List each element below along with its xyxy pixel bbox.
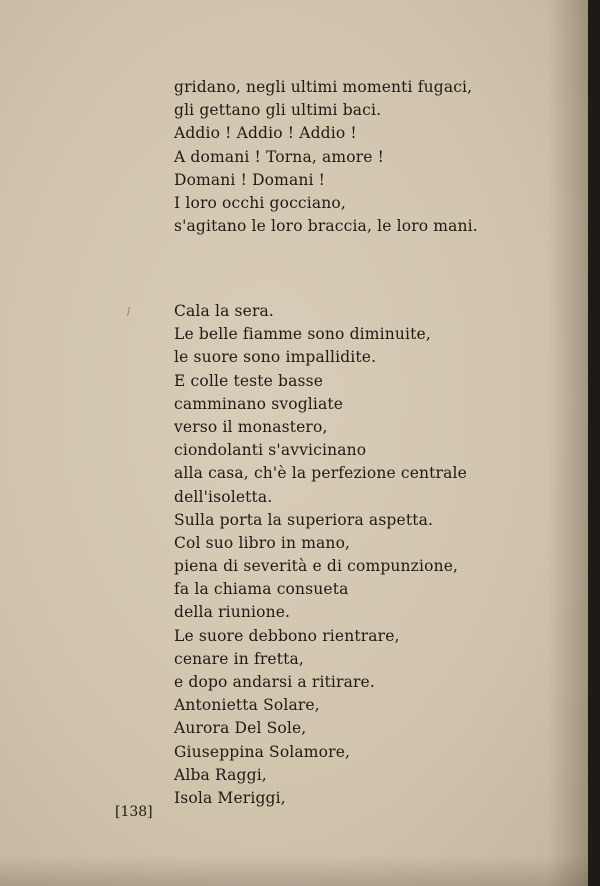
page-number: [138] [115, 804, 153, 820]
pencil-margin-mark [127, 307, 130, 316]
poem-line: Le belle fiamme sono diminuite, [174, 325, 431, 344]
poem-line: gridano, negli ultimi momenti fugaci, [174, 78, 473, 96]
poem-line: della riunione. [174, 603, 291, 622]
poem-line: Addio ! Addio ! Addio ! [174, 124, 357, 143]
poem-line: dell'isoletta. [174, 487, 273, 506]
poem-stanza-1 [174, 76, 478, 238]
poem-line: piena di severità e di compunzione, [174, 557, 459, 576]
poem-line: E colle teste basse [174, 371, 324, 390]
poem-line: Aurora Del Sole, [174, 719, 307, 738]
page-edge-shadow [548, 0, 588, 886]
poem-line: Col suo libro in mano, [174, 533, 351, 552]
poem-line: e dopo andarsi a ritirare. [174, 673, 375, 691]
poem-line: Domani ! Domani ! [174, 170, 326, 189]
poem-line: Alba Raggi, [174, 765, 267, 784]
poem-line: ciondolanti s'avvicinano [174, 441, 367, 460]
poem-line: Sulla porta la superiora aspetta. [174, 510, 434, 529]
poem-line: verso il monastero, [174, 417, 328, 436]
poem-line: Cala la sera. [174, 302, 275, 320]
poem-line: camminano svogliate [174, 394, 344, 413]
poem-line: fa la chiama consueta [174, 580, 349, 599]
poem-line: s'agitano le loro braccia, le loro mani. [174, 217, 478, 236]
poem-line: Le suore debbono rientrare, [174, 626, 400, 645]
poem-line: cenare in fretta, [174, 649, 304, 668]
poem-line: I loro occhi gocciano, [174, 193, 346, 212]
poem-stanza-2 [174, 300, 467, 810]
poem-line: le suore sono impallidite. [174, 348, 377, 367]
poem-line: gli gettano gli ultimi baci. [174, 101, 382, 120]
poem-line: A domani ! Torna, amore ! [174, 147, 385, 166]
poem-line: Giuseppina Solamore, [174, 742, 351, 761]
poem-line: Isola Meriggi, [174, 788, 286, 807]
poem-line: Antonietta Solare, [174, 696, 320, 715]
poem-line: alla casa, ch'è la perfezione centrale [174, 464, 467, 483]
page-bottom-shadow [0, 856, 588, 886]
